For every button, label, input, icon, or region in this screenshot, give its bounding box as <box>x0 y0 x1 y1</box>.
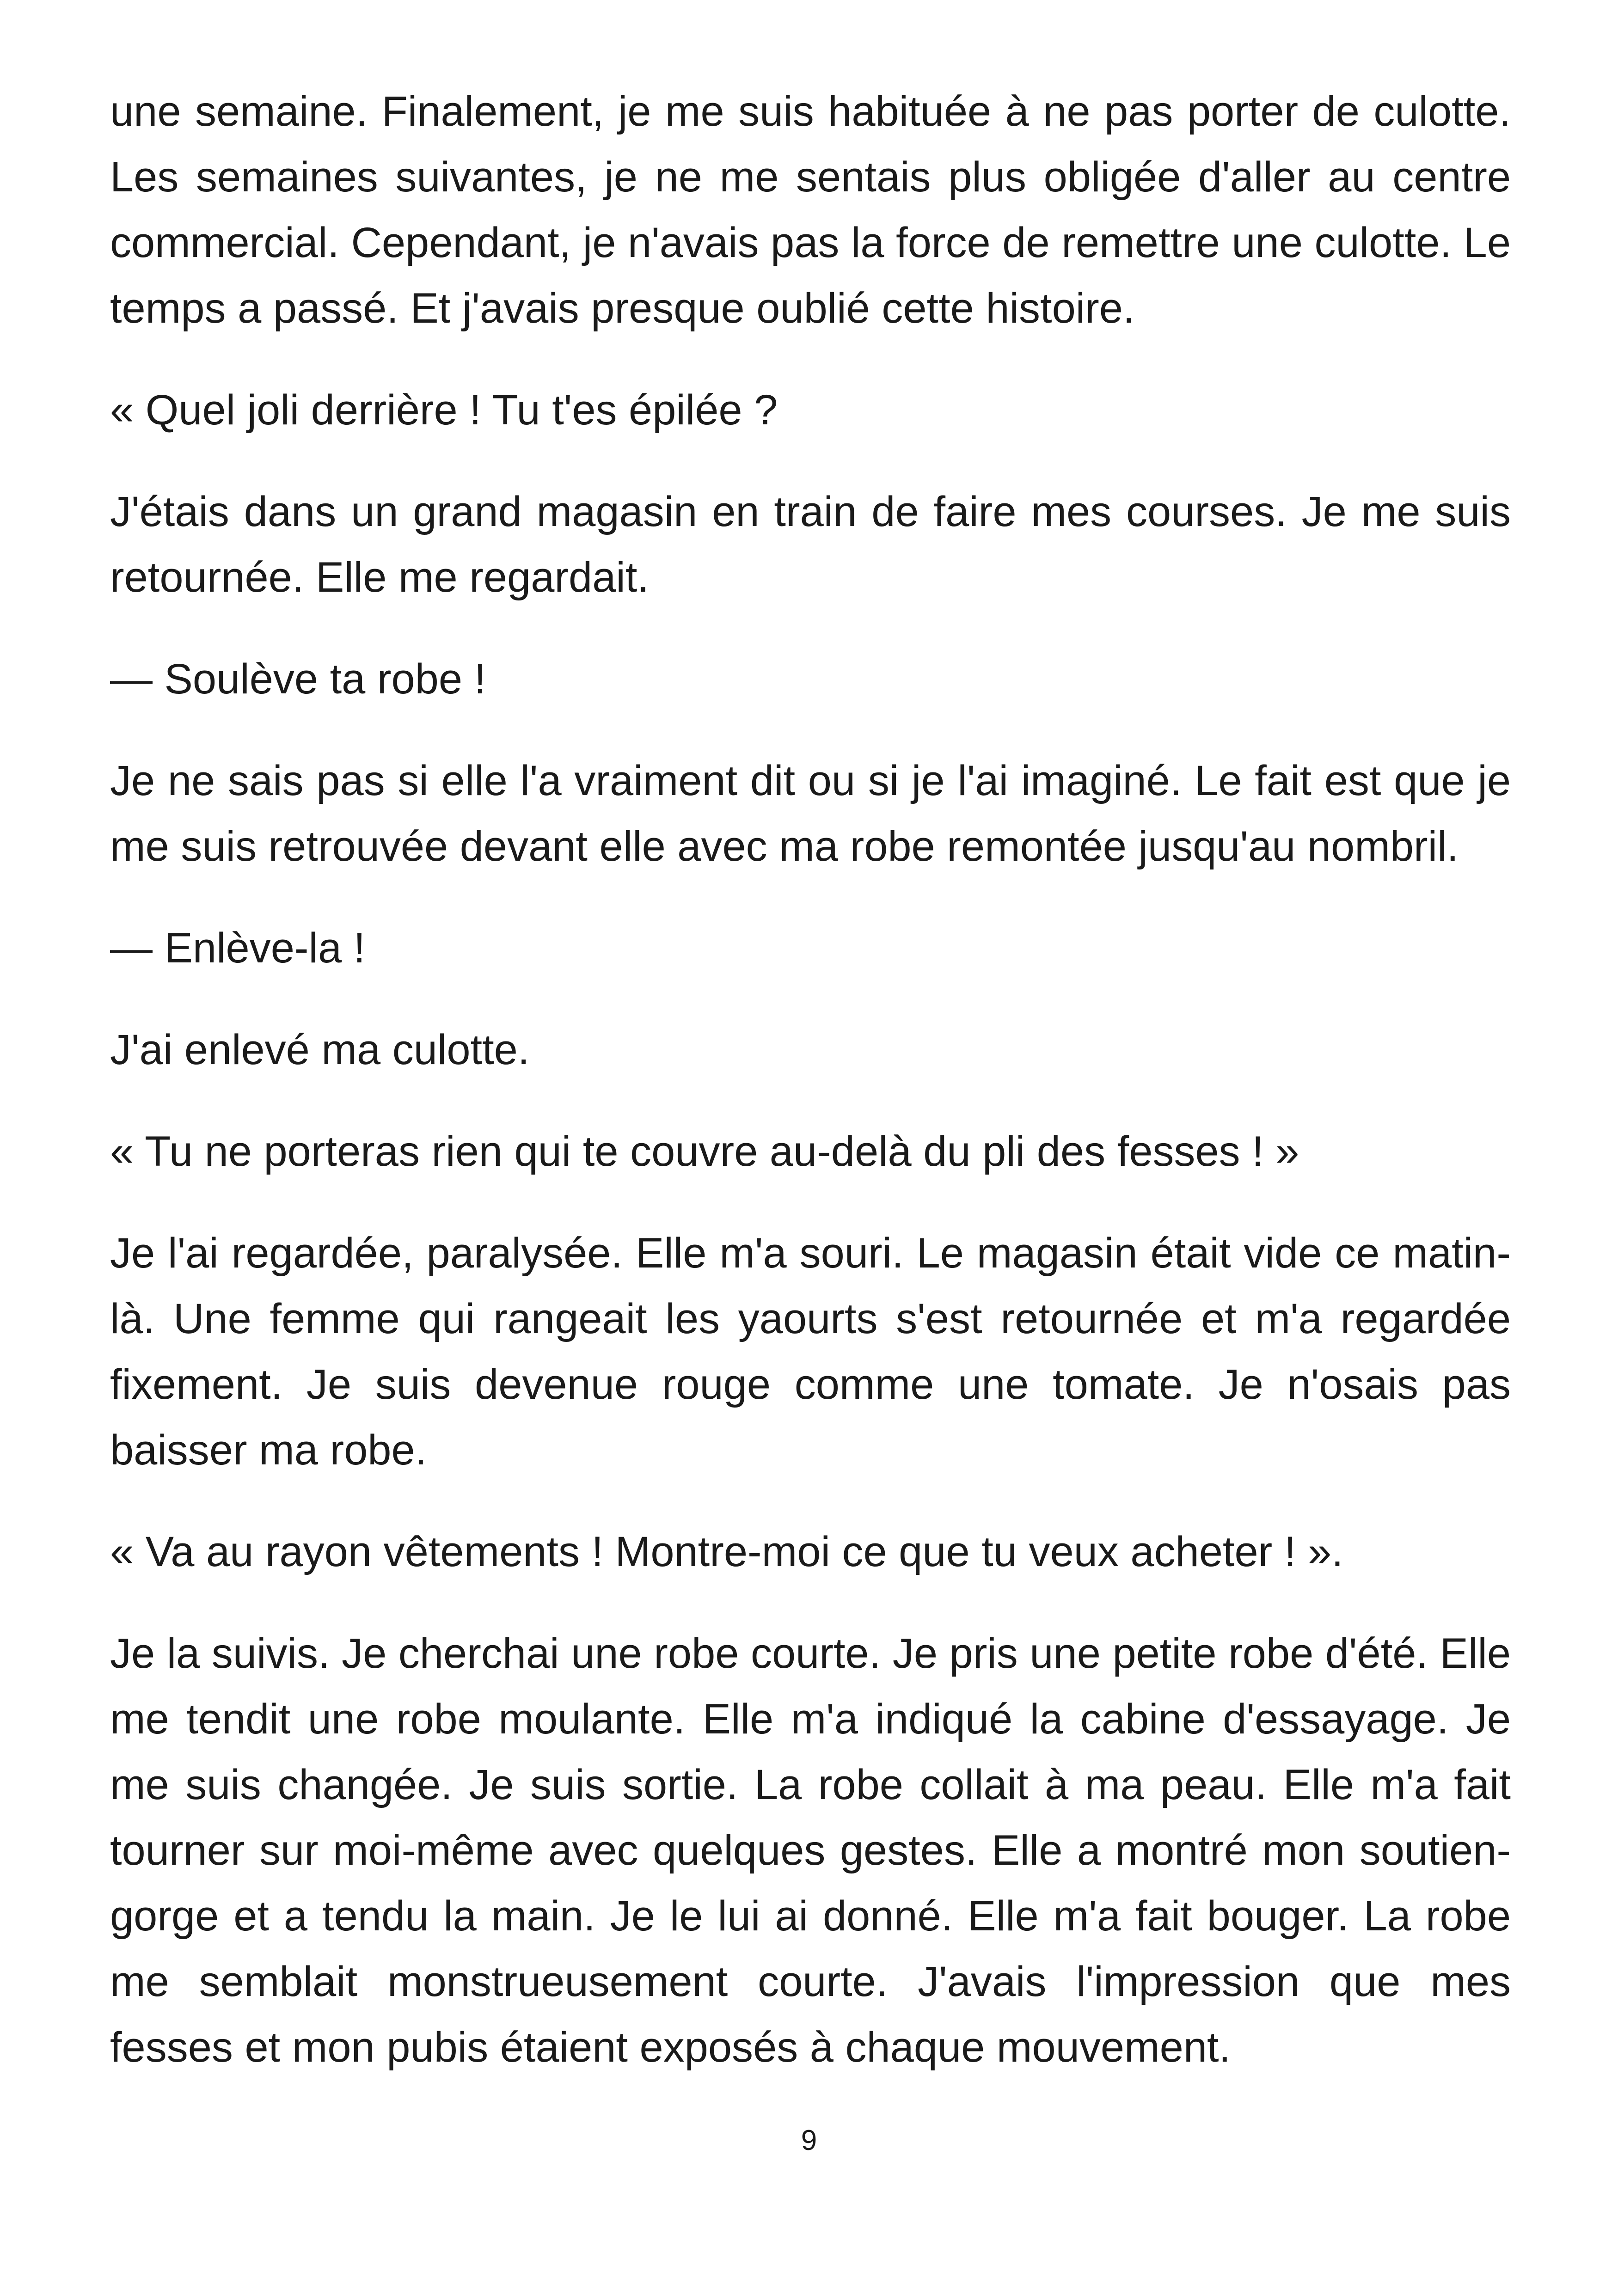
paragraph-7: J'ai enlevé ma culotte. <box>110 1026 530 1073</box>
paragraph-5: Je ne sais pas si elle l'a vraiment dit ou si je l'ai imaginé. Le fait est que je me suis retrouvée devant elle avec ma robe remontée jusqu'au nombril. <box>110 757 1511 870</box>
paragraph-8: « Tu ne porteras rien qui te couvre au-delà du pli des fesses ! » <box>110 1128 1299 1175</box>
paragraph-1: une semaine. Finalement, je me suis habituée à ne pas porter de culotte. Les semaines suivantes, je ne me sentais plus obligée d'aller au centre commercial. Cependant, je n'avais pas la force de remettre une culotte. Le temps a passé. Et j'avais presque oublié cette histoire. <box>110 88 1511 332</box>
paragraph-6: — Enlève-la ! <box>110 925 366 972</box>
paragraph-9: Je l'ai regardée, paralysée. Elle m'a souri. Le magasin était vide ce matin-là. Une femme qui rangeait les yaourts s'est retournée et m'a regardée fixement. Je suis devenue rouge comme une tomate. Je n'osais pas baisser ma robe. <box>110 1230 1511 1474</box>
page-number: 9 <box>801 2125 817 2156</box>
paragraph-2: « Quel joli derrière ! Tu t'es épilée ? <box>110 386 778 434</box>
paragraph-11: Je la suivis. Je cherchai une robe courte. Je pris une petite robe d'été. Elle me tendit une robe moulante. Elle m'a indiqué la cabine d'essayage. Je me suis changée. Je suis sortie. La robe collait à ma peau. Elle m'a fait tourner sur moi-même avec quelques gestes. Elle a montré mon soutien-gorge et a tendu la main. Je le lui ai donné. Elle m'a fait bouger. La robe me semblait monstrueusement courte. J'avais l'impression que mes fesses et mon pubis étaient exposés à chaque mouvement. <box>110 1630 1511 2071</box>
paragraph-10: « Va au rayon vêtements ! Montre-moi ce que tu veux acheter ! ». <box>110 1528 1343 1575</box>
paragraph-3: J'étais dans un grand magasin en train de faire mes courses. Je me suis retournée. Elle me regardait. <box>110 488 1511 601</box>
paragraph-4: — Soulève ta robe ! <box>110 655 486 703</box>
body-text <box>110 79 1511 2116</box>
